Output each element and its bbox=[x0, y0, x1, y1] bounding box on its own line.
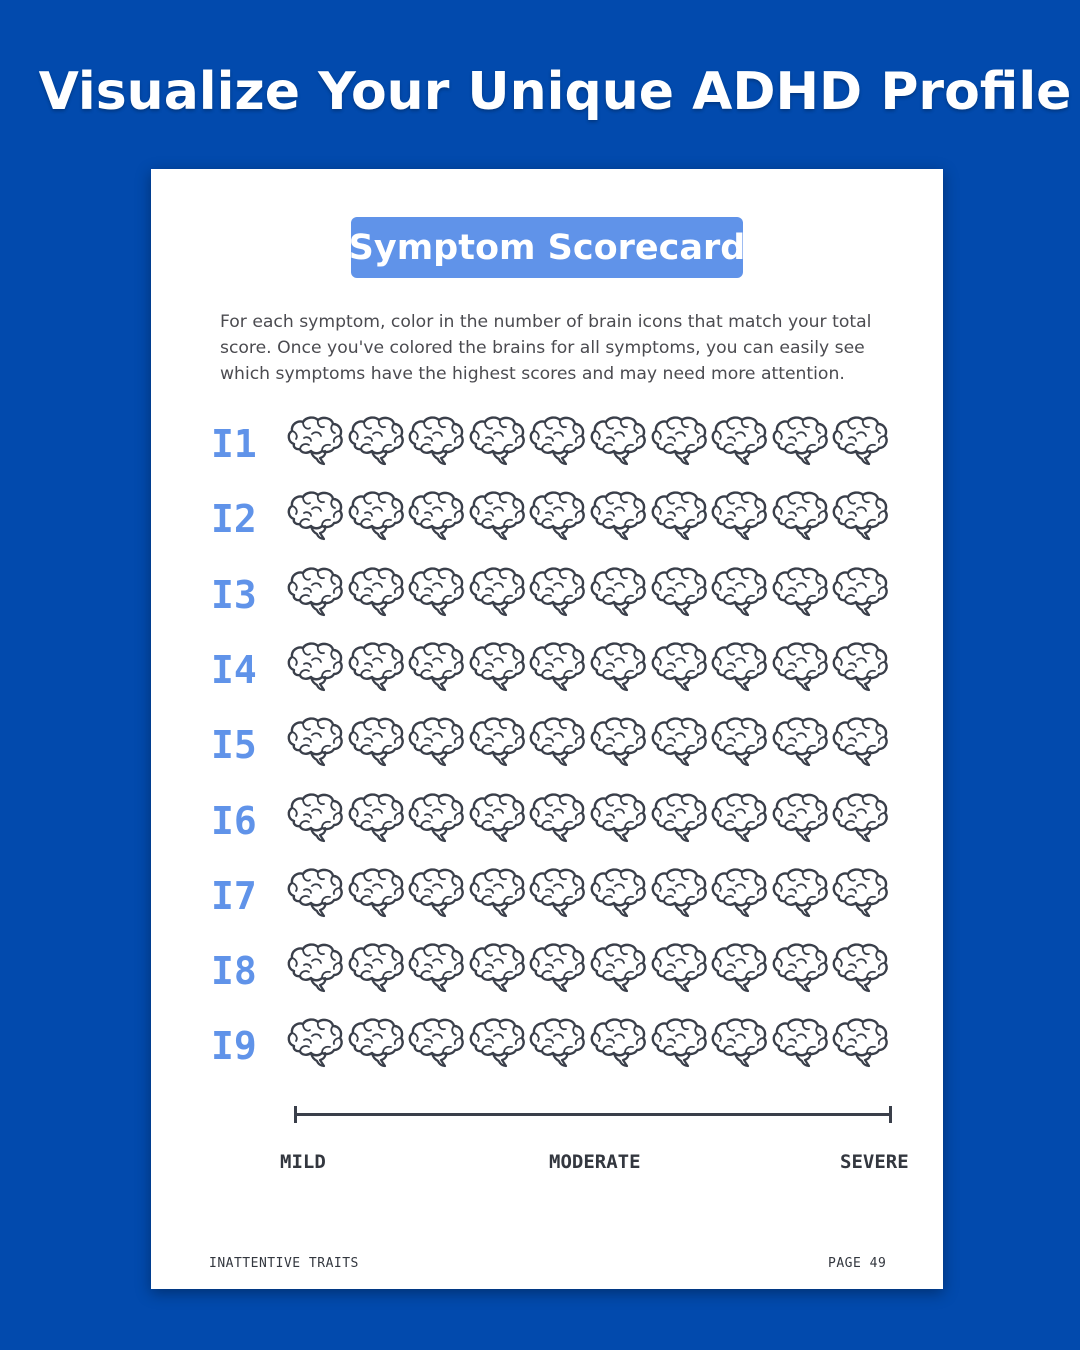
brain-outline-icon[interactable] bbox=[708, 941, 770, 997]
symptom-row bbox=[151, 791, 943, 851]
symptom-row bbox=[151, 866, 943, 926]
brain-outline-icon[interactable] bbox=[526, 941, 588, 997]
brain-outline-icon[interactable] bbox=[829, 489, 891, 545]
brain-outline-icon[interactable] bbox=[708, 1016, 770, 1072]
severity-scale-line bbox=[294, 1113, 892, 1116]
brain-outline-icon[interactable] bbox=[345, 1016, 407, 1072]
brain-outline-icon[interactable] bbox=[769, 640, 831, 696]
brain-outline-icon[interactable] bbox=[345, 489, 407, 545]
symptom-label: I6 bbox=[211, 798, 257, 843]
brain-outline-icon[interactable] bbox=[466, 791, 528, 847]
symptom-label: I2 bbox=[211, 497, 257, 542]
symptom-label: I1 bbox=[211, 422, 257, 466]
brain-outline-icon[interactable] bbox=[345, 791, 407, 847]
brain-outline-icon[interactable] bbox=[405, 715, 467, 771]
brain-outline-icon[interactable] bbox=[405, 1016, 467, 1072]
brain-outline-icon[interactable] bbox=[284, 414, 346, 470]
brain-outline-icon[interactable] bbox=[284, 640, 346, 696]
scale-label-moderate: MODERATE bbox=[549, 1151, 641, 1173]
brain-outline-icon[interactable] bbox=[345, 640, 407, 696]
brain-outline-icon[interactable] bbox=[829, 791, 891, 847]
brain-outline-icon[interactable] bbox=[708, 414, 770, 470]
symptom-label: I3 bbox=[211, 572, 257, 617]
brain-outline-icon[interactable] bbox=[284, 1016, 346, 1072]
scale-tick-start bbox=[294, 1106, 297, 1123]
brain-outline-icon[interactable] bbox=[829, 941, 891, 997]
brain-outline-icon[interactable] bbox=[769, 414, 831, 470]
instructions-text: For each symptom, color in the number of brain icons that match your total score. Once you've colored the brains for all symptoms, you can easily see which symptoms have the highest scores and may need more attention. bbox=[220, 312, 872, 384]
brain-outline-icon[interactable] bbox=[587, 640, 649, 696]
symptom-label: I4 bbox=[211, 647, 257, 692]
brain-outline-icon[interactable] bbox=[829, 640, 891, 696]
brain-outline-icon[interactable] bbox=[284, 866, 346, 922]
brain-outline-icon[interactable] bbox=[526, 565, 588, 621]
brain-outline-icon[interactable] bbox=[345, 414, 407, 470]
brain-outline-icon[interactable] bbox=[829, 414, 891, 470]
brain-icon-group bbox=[284, 791, 904, 851]
brain-outline-icon[interactable] bbox=[526, 489, 588, 545]
brain-icon-group bbox=[284, 941, 904, 1001]
brain-outline-icon[interactable] bbox=[829, 866, 891, 922]
symptom-row bbox=[151, 640, 943, 700]
brain-outline-icon[interactable] bbox=[466, 414, 528, 470]
symptom-row bbox=[151, 414, 943, 474]
symptom-row bbox=[151, 565, 943, 625]
brain-outline-icon[interactable] bbox=[829, 1016, 891, 1072]
brain-outline-icon[interactable] bbox=[405, 941, 467, 997]
brain-outline-icon[interactable] bbox=[526, 866, 588, 922]
brain-icon-group bbox=[284, 715, 904, 775]
brain-outline-icon[interactable] bbox=[405, 414, 467, 470]
brain-icon-group bbox=[284, 866, 904, 926]
brain-outline-icon[interactable] bbox=[708, 866, 770, 922]
scale-label-severe: SEVERE bbox=[840, 1151, 909, 1173]
brain-outline-icon[interactable] bbox=[587, 1016, 649, 1072]
brain-outline-icon[interactable] bbox=[708, 715, 770, 771]
scale-label-mild: MILD bbox=[280, 1151, 326, 1173]
brain-outline-icon[interactable] bbox=[769, 791, 831, 847]
brain-outline-icon[interactable] bbox=[648, 489, 710, 545]
brain-outline-icon[interactable] bbox=[345, 866, 407, 922]
symptom-row bbox=[151, 1016, 943, 1076]
brain-icon-group bbox=[284, 489, 904, 549]
brain-outline-icon[interactable] bbox=[526, 640, 588, 696]
brain-outline-icon[interactable] bbox=[284, 791, 346, 847]
brain-outline-icon[interactable] bbox=[345, 565, 407, 621]
brain-outline-icon[interactable] bbox=[829, 565, 891, 621]
brain-outline-icon[interactable] bbox=[345, 941, 407, 997]
brain-outline-icon[interactable] bbox=[284, 489, 346, 545]
brain-outline-icon[interactable] bbox=[587, 414, 649, 470]
brain-outline-icon[interactable] bbox=[466, 1016, 528, 1072]
symptom-row bbox=[151, 715, 943, 775]
brain-outline-icon[interactable] bbox=[526, 715, 588, 771]
brain-outline-icon[interactable] bbox=[466, 866, 528, 922]
footer-page-number: PAGE 49 bbox=[828, 1256, 887, 1271]
footer-section: INATTENTIVE TRAITS bbox=[209, 1256, 359, 1271]
brain-outline-icon[interactable] bbox=[769, 1016, 831, 1072]
brain-outline-icon[interactable] bbox=[769, 489, 831, 545]
brain-icon-group bbox=[284, 640, 904, 700]
brain-outline-icon[interactable] bbox=[769, 715, 831, 771]
brain-outline-icon[interactable] bbox=[587, 489, 649, 545]
brain-outline-icon[interactable] bbox=[526, 414, 588, 470]
brain-outline-icon[interactable] bbox=[769, 941, 831, 997]
symptom-label: I8 bbox=[211, 949, 257, 994]
brain-outline-icon[interactable] bbox=[345, 715, 407, 771]
brain-outline-icon[interactable] bbox=[648, 1016, 710, 1072]
brain-outline-icon[interactable] bbox=[526, 791, 588, 847]
brain-outline-icon[interactable] bbox=[587, 715, 649, 771]
brain-outline-icon[interactable] bbox=[648, 866, 710, 922]
brain-outline-icon[interactable] bbox=[708, 640, 770, 696]
brain-outline-icon[interactable] bbox=[587, 866, 649, 922]
brain-outline-icon[interactable] bbox=[648, 640, 710, 696]
brain-outline-icon[interactable] bbox=[466, 715, 528, 771]
brain-outline-icon[interactable] bbox=[405, 791, 467, 847]
brain-outline-icon[interactable] bbox=[648, 941, 710, 997]
brain-outline-icon[interactable] bbox=[466, 941, 528, 997]
symptom-label: I9 bbox=[211, 1024, 257, 1069]
brain-icon-group bbox=[284, 565, 904, 625]
brain-outline-icon[interactable] bbox=[466, 565, 528, 621]
brain-outline-icon[interactable] bbox=[405, 866, 467, 922]
brain-outline-icon[interactable] bbox=[587, 565, 649, 621]
brain-outline-icon[interactable] bbox=[587, 791, 649, 847]
brain-outline-icon[interactable] bbox=[648, 565, 710, 621]
brain-outline-icon[interactable] bbox=[708, 489, 770, 545]
brain-icon-group bbox=[284, 1016, 904, 1076]
brain-outline-icon[interactable] bbox=[466, 489, 528, 545]
brain-icon-group bbox=[284, 414, 904, 474]
brain-outline-icon[interactable] bbox=[829, 715, 891, 771]
brain-outline-icon[interactable] bbox=[769, 866, 831, 922]
symptom-row bbox=[151, 489, 943, 549]
brain-outline-icon[interactable] bbox=[526, 1016, 588, 1072]
brain-outline-icon[interactable] bbox=[284, 941, 346, 997]
brain-outline-icon[interactable] bbox=[587, 941, 649, 997]
brain-outline-icon[interactable] bbox=[648, 791, 710, 847]
brain-outline-icon[interactable] bbox=[466, 640, 528, 696]
brain-outline-icon[interactable] bbox=[708, 565, 770, 621]
scale-tick-end bbox=[889, 1106, 892, 1123]
page-title: Symptom Scorecard bbox=[351, 217, 743, 278]
brain-outline-icon[interactable] bbox=[648, 715, 710, 771]
brain-outline-icon[interactable] bbox=[405, 489, 467, 545]
brain-outline-icon[interactable] bbox=[284, 715, 346, 771]
brain-outline-icon[interactable] bbox=[769, 565, 831, 621]
symptom-row bbox=[151, 941, 943, 1001]
brain-outline-icon[interactable] bbox=[405, 640, 467, 696]
brain-outline-icon[interactable] bbox=[284, 565, 346, 621]
headline: Visualize Your Unique ADHD Profile bbox=[38, 62, 1072, 122]
worksheet-page bbox=[151, 169, 943, 1289]
brain-outline-icon[interactable] bbox=[405, 565, 467, 621]
symptom-label: I7 bbox=[211, 873, 257, 918]
brain-outline-icon[interactable] bbox=[648, 414, 710, 470]
symptom-label: I5 bbox=[211, 723, 257, 768]
brain-outline-icon[interactable] bbox=[708, 791, 770, 847]
